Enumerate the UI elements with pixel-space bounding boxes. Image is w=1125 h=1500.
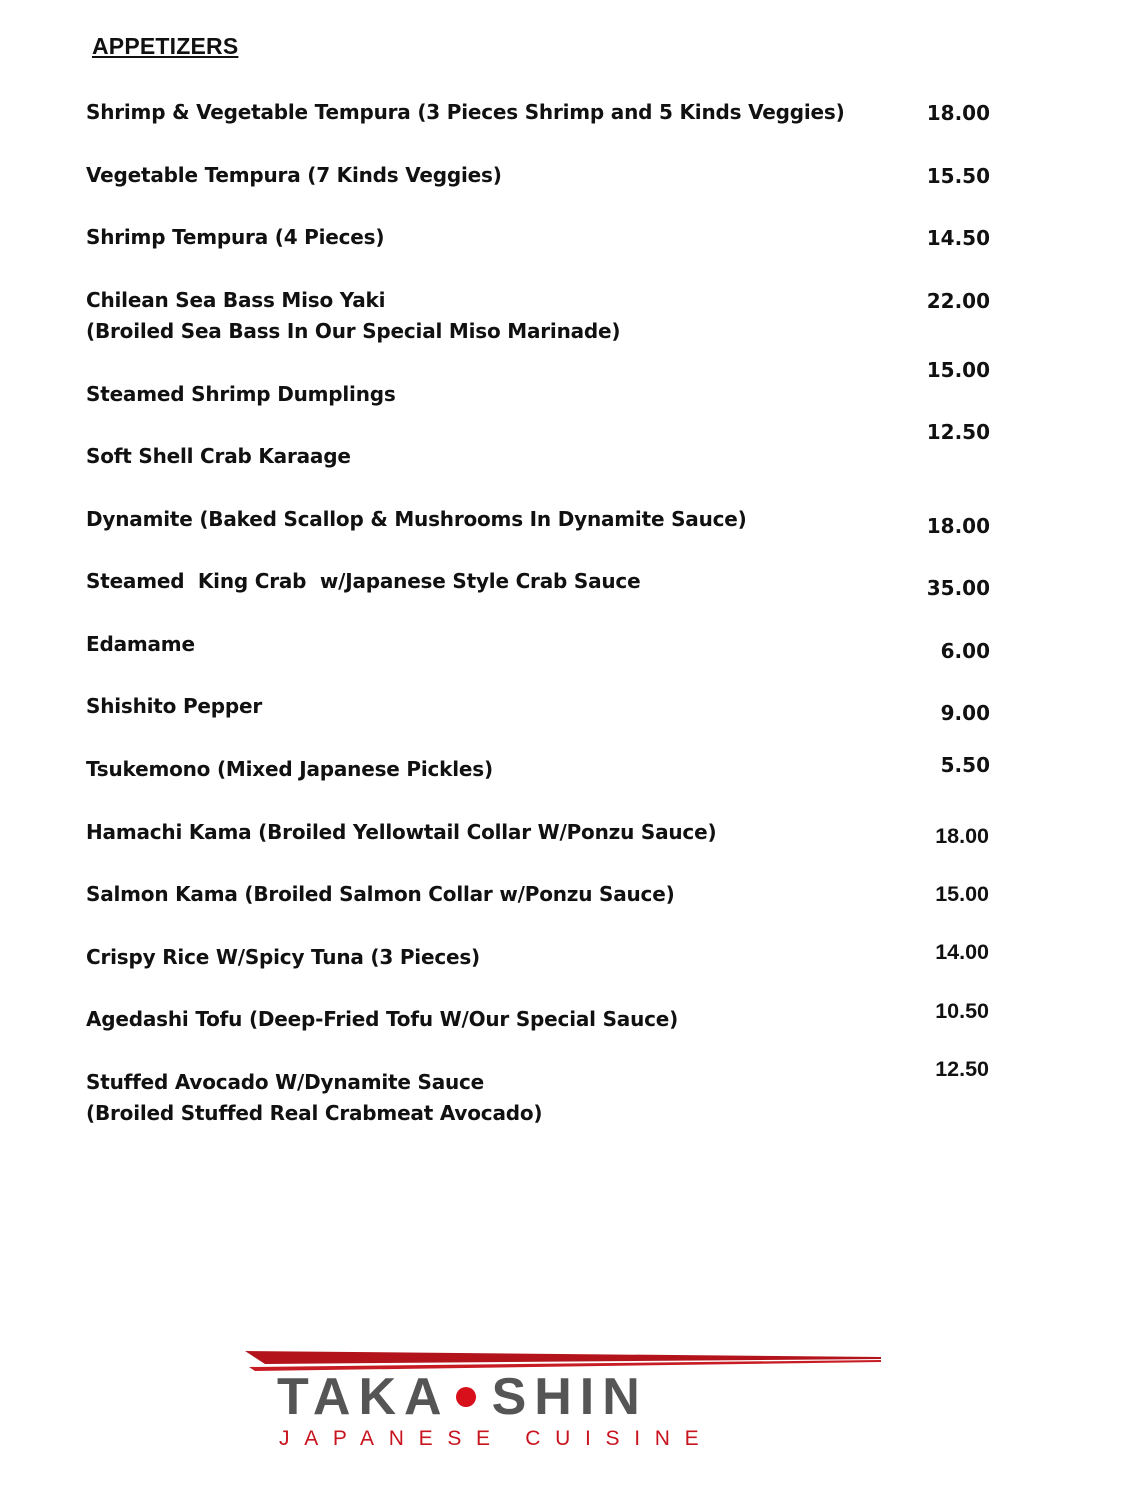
- menu-item-price: 14.50: [926, 226, 990, 250]
- menu-item-description: (Broiled Sea Bass In Our Special Miso Marinade): [86, 319, 621, 343]
- menu-item-price: 15.50: [926, 164, 990, 188]
- menu-item-description: (Broiled Stuffed Real Crabmeat Avocado): [86, 1101, 543, 1125]
- menu-item-price: 15.00: [926, 358, 990, 382]
- menu-item-price: 18.00: [926, 101, 990, 125]
- menu-item-name: Dynamite (Baked Scallop & Mushrooms In Dynamite Sauce): [86, 507, 747, 531]
- menu-item-name: Chilean Sea Bass Miso Yaki: [86, 288, 386, 312]
- menu-item-name: Soft Shell Crab Karaage: [86, 444, 351, 468]
- menu-item-name: Hamachi Kama (Broiled Yellowtail Collar W/Ponzu Sauce): [86, 820, 717, 844]
- menu-item-name: Steamed King Crab w/Japanese Style Crab Sauce: [86, 569, 641, 593]
- menu-item-price: 18.00: [926, 514, 990, 538]
- menu-item-price: 15.00: [935, 882, 989, 906]
- logo-word-left: TAKA: [277, 1368, 450, 1426]
- menu-item-price: 12.50: [926, 420, 990, 444]
- menu-item-price: 12.50: [935, 1057, 989, 1081]
- menu-item-name: Stuffed Avocado W/Dynamite Sauce: [86, 1070, 485, 1094]
- menu-item-name: Vegetable Tempura (7 Kinds Veggies): [86, 163, 502, 187]
- menu-item-price: 5.50: [940, 753, 990, 777]
- restaurant-logo: [245, 1345, 885, 1455]
- menu-item-price: 22.00: [926, 289, 990, 313]
- menu-item-name: Salmon Kama (Broiled Salmon Collar w/Ponzu Sauce): [86, 882, 675, 906]
- logo-wordmark: [277, 1367, 648, 1427]
- menu-item-price: 35.00: [926, 576, 990, 600]
- logo-word-right: SHIN: [491, 1368, 648, 1426]
- menu-item-price: 6.00: [940, 639, 990, 663]
- menu-item-price: 14.00: [935, 940, 989, 964]
- logo-tagline: JAPANESE CUISINE: [279, 1427, 714, 1450]
- menu-item-name: Shrimp Tempura (4 Pieces): [86, 225, 385, 249]
- red-dot-icon: [456, 1387, 476, 1407]
- menu-item-name: Edamame: [86, 632, 195, 656]
- menu-item-price: 10.50: [935, 999, 989, 1023]
- menu-item-name: Crispy Rice W/Spicy Tuna (3 Pieces): [86, 945, 480, 969]
- section-heading: APPETIZERS: [92, 33, 239, 59]
- menu-item-name: Steamed Shrimp Dumplings: [86, 382, 396, 406]
- menu-item-name: Shrimp & Vegetable Tempura (3 Pieces Shrimp and 5 Kinds Veggies): [86, 100, 845, 124]
- menu-item-name: Agedashi Tofu (Deep-Fried Tofu W/Our Special Sauce): [86, 1007, 679, 1031]
- menu-item-name: Tsukemono (Mixed Japanese Pickles): [86, 757, 493, 781]
- menu-item-price: 9.00: [940, 701, 990, 725]
- menu-item-name: Shishito Pepper: [86, 694, 263, 718]
- menu-item-price: 18.00: [935, 824, 989, 848]
